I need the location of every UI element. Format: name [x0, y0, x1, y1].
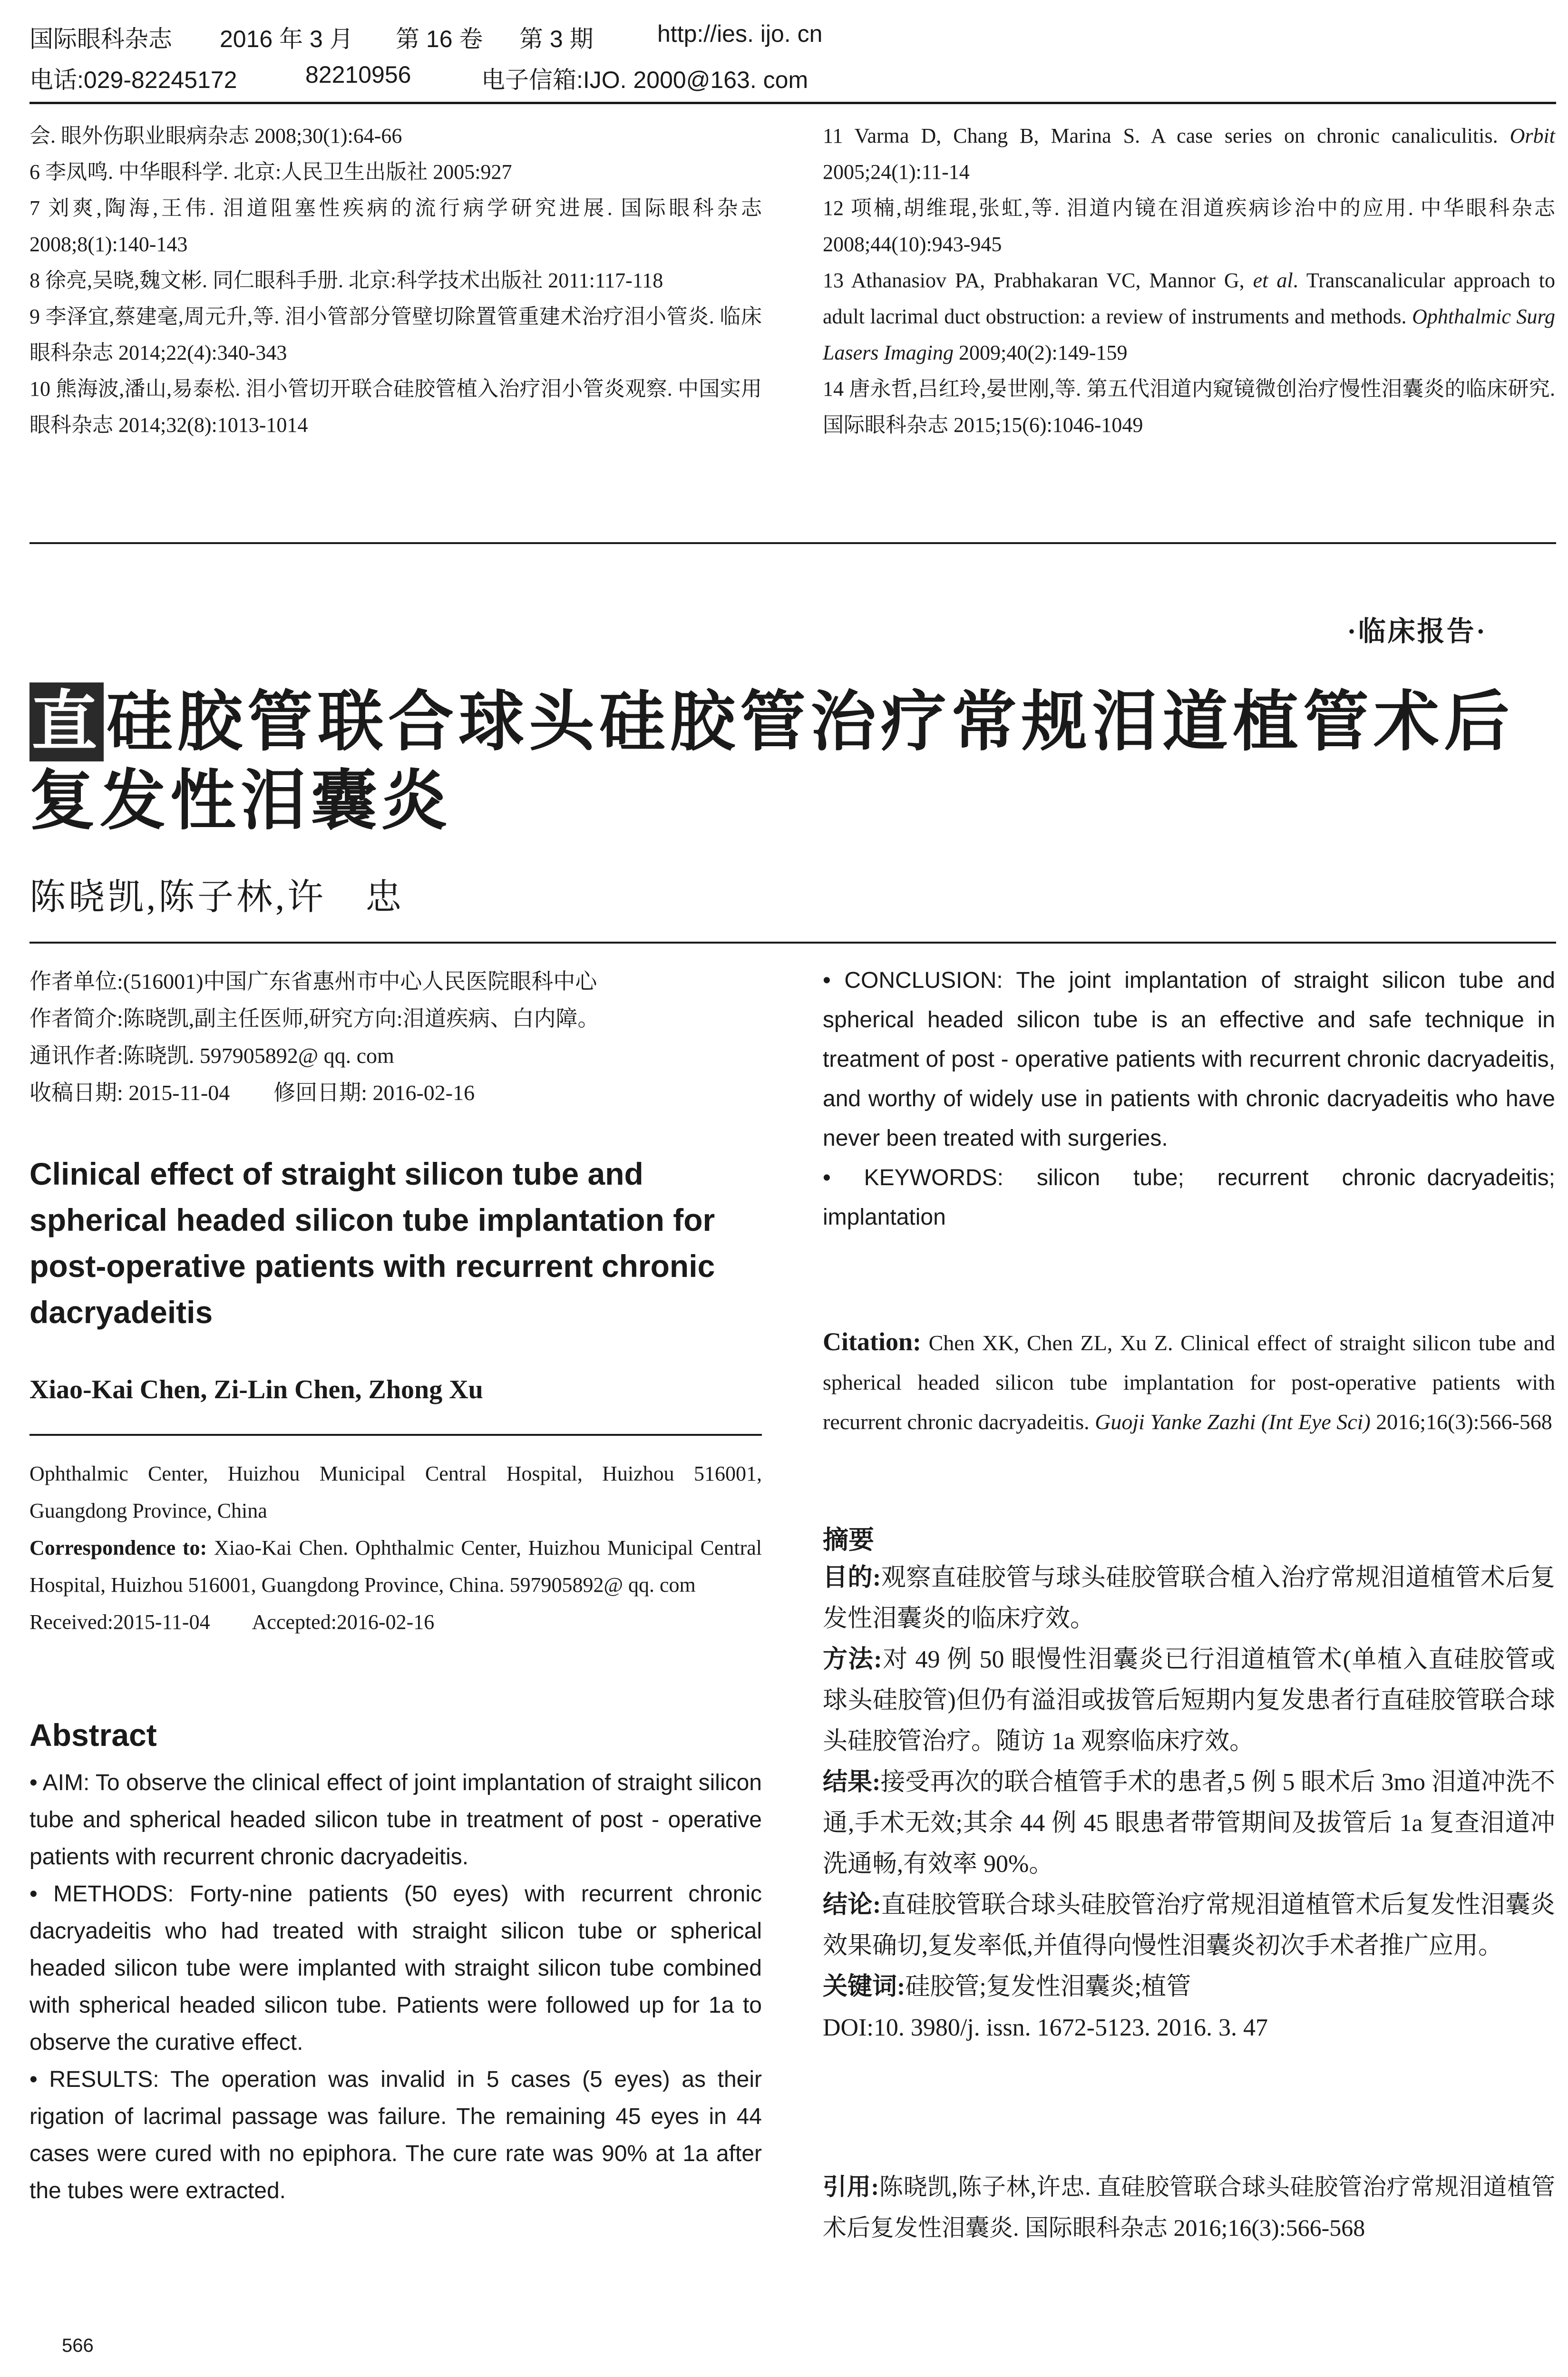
reference-item: 会. 眼外伤职业眼病杂志 2008;30(1):64-66 — [29, 124, 402, 147]
zy-keywords: 关键词:硅胶管;复发性泪囊炎;植管 — [823, 1973, 1191, 2000]
section-tag: ·临床报告· — [1347, 616, 1487, 647]
abstract-cn-heading: 摘要 — [823, 1526, 874, 1554]
authors-cn: 陈晓凯,陈子林,许 忠 — [29, 877, 404, 917]
abstract-cn-body — [823, 1558, 1555, 2048]
dates: 收稿日期: 2015-11-04 修回日期: 2016-02-16 — [29, 1081, 475, 1105]
citation-en: Citation: Chen XK, Chen ZL, Xu Z. Clinical effect of straight silicon tube and spherical headed silicon tube implantation for post-operative patients with recurrent chronic dacryadeitis. Guoji Yanke Zazhi (Int Eye Sci) 2016;16(3):566-568 — [823, 1327, 1555, 1434]
abstract-continued — [823, 961, 1555, 1237]
corresponding-author: 通讯作者:陈晓凯. 597905892@ qq. com — [29, 1043, 394, 1068]
header-rule — [29, 102, 1556, 104]
title-text: 硅胶管联合球头硅胶管治疗常规泪道植管术后复发性泪囊炎 — [29, 683, 1515, 839]
reference-item: 14 唐永哲,吕红玲,晏世刚,等. 第五代泪道内窥镜微创治疗慢性泪囊炎的临床研究. 国际眼科杂志 2015;15(6):1046-1049 — [823, 377, 1555, 437]
reference-item: 10 熊海波,潘山,易泰松. 泪小管切开联合硅胶管植入治疗泪小管炎观察. 中国实用眼科杂志 2014;32(8):1013-1014 — [29, 377, 762, 437]
journal-name: 国际眼科杂志 — [29, 26, 172, 52]
reference-item: 13 Athanasiov PA, Prabhakaran VC, Mannor G, et al. Transcanalicular approach to adult lacrimal duct obstruction: a review of instruments and methods. Ophthalmic Surg Lasers Imaging 2009;40(2):149-159 — [823, 269, 1555, 364]
abstract-aim: • AIM: To observe the clinical effect of joint implantation of straight silicon tube and spherical headed silicon tube in treatment of post - operative patients with recurrent chronic dacryadeitis. — [29, 1770, 762, 1870]
abstract-methods: • METHODS: Forty-nine patients (50 eyes) with recurrent chronic dacryadeitis who had treated with straight silicon tube or spherical headed silicon tube were implanted with straight silicon tube combined with spherical headed silicon tube. Patients were followed up for 1a to observe the curative effect. — [29, 1881, 762, 2055]
issue-date: 2016 年 3 月 — [220, 26, 353, 52]
issue: 第 3 期 — [519, 26, 594, 52]
email[interactable]: 电子信箱:IJO. 2000@163. com — [481, 67, 808, 93]
page-number: 566 — [62, 2335, 94, 2356]
affiliation-en: Ophthalmic Center, Huizhou Municipal Central Hospital, Huizhou 516001, Guangdong Province, China — [29, 1462, 762, 1522]
english-title: Clinical effect of straight silicon tube and spherical headed silicon tube implantation for post-operative patients with recurrent chronic dacryadeitis — [29, 1156, 715, 1330]
reference-item: 9 李泽宜,蔡建毫,周元升,等. 泪小管部分管壁切除置管重建术治疗泪小管炎. 临床眼科杂志 2014;22(4):340-343 — [29, 305, 762, 364]
phone: 电话:029-82245172 — [29, 67, 237, 93]
reference-item: 8 徐亮,吴晓,魏文彬. 同仁眼科手册. 北京:科学技术出版社 2011:117-118 — [29, 269, 663, 292]
reference-item: 7 刘爽,陶海,王伟. 泪道阻塞性疾病的流行病学研究进展. 国际眼科杂志 2008;8(1):140-143 — [29, 196, 762, 256]
zy-results: 结果:接受再次的联合植管手术的患者,5 例 5 眼术后 3mo 泪道冲洗不通,手术无效;其余 44 例 45 眼患者带管期间及拔管后 1a 复查泪道冲洗通畅,有效率 90%。 — [823, 1769, 1555, 1878]
doi[interactable]: DOI:10. 3980/j. issn. 1672-5123. 2016. 3. 47 — [823, 2014, 1268, 2041]
volume: 第 16 卷 — [396, 26, 483, 52]
zy-methods: 方法:对 49 例 50 眼慢性泪囊炎已行泪道植管术(单植入直硅胶管或球头硅胶管)但仍有溢泪或拔管后短期内复发患者行直硅胶管联合球头硅胶管治疗。随访 1a 观察临床疗效。 — [823, 1646, 1555, 1755]
zy-objective: 目的:观察直硅胶管与球头硅胶管联合植入治疗常规泪道植管术后复发性泪囊炎的临床疗效。 — [823, 1564, 1555, 1632]
author-rule — [29, 942, 1556, 944]
abstract-heading: Abstract — [29, 1717, 157, 1753]
citation-cn: 引用:陈晓凯,陈子林,许忠. 直硅胶管联合球头硅胶管治疗常规泪道植管术后复发性泪囊炎. 国际眼科杂志 2016;16(3):566-568 — [823, 2173, 1555, 2241]
abstract-results: • RESULTS: The operation was invalid in 5 cases (5 eyes) as their rigation of lacrimal passage was failure. The remaining 45 eyes in 44 cases were cured with no epiphora. The cure rate was 90% at 1a after the tubes were extracted. — [29, 2067, 762, 2203]
journal-url[interactable]: http://ies. ijo. cn — [657, 20, 823, 47]
received-accepted: Received:2015-11-04 Accepted:2016-02-16 — [29, 1610, 435, 1634]
author-info — [29, 963, 762, 1111]
reference-item: 6 李凤鸣. 中华眼科学. 北京:人民卫生出版社 2005:927 — [29, 160, 512, 184]
article-title — [29, 682, 1556, 840]
reference-item: 11 Varma D, Chang B, Marina S. A case series on chronic canaliculitis. Orbit 2005;24(1):11-14 — [823, 124, 1555, 184]
affiliation-cn: 作者单位:(516001)中国广东省惠州市中心人民医院眼科中心 — [29, 969, 597, 994]
abstract-body — [29, 1764, 762, 2210]
author-underline — [29, 1434, 762, 1436]
references-left — [29, 118, 762, 443]
phone-2: 82210956 — [305, 61, 411, 88]
references-right — [823, 118, 1555, 443]
keywords-en: • KEYWORDS: silicon tube; recurrent chronic dacryadeitis; implantation — [823, 1165, 1555, 1230]
correspondence: Correspondence to: Xiao-Kai Chen. Ophthalmic Center, Huizhou Municipal Central Hospital, Huizhou 516001, Guangdong Province, China. 597905892@ qq. com — [29, 1536, 762, 1597]
english-authors: Xiao-Kai Chen, Zi-Lin Chen, Zhong Xu — [29, 1375, 483, 1404]
zy-conclusion: 结论:直硅胶管联合球头硅胶管治疗常规泪道植管术后复发性泪囊炎效果确切,复发率低,并值得向慢性泪囊炎初次手术者推广应用。 — [823, 1891, 1555, 1959]
section-rule — [29, 542, 1556, 544]
reference-item: 12 项楠,胡维琨,张虹,等. 泪道内镜在泪道疾病诊治中的应用. 中华眼科杂志 2008;44(10):943-945 — [823, 196, 1555, 256]
title-initial: 直 — [29, 682, 104, 761]
english-affiliation — [29, 1455, 762, 1641]
abstract-conclusion: • CONCLUSION: The joint implantation of straight silicon tube and spherical headed silicon tube is an effective and safe technique in treatment of post - operative patients with recurrent chronic dacryadeitis, and worthy of widely use in patients with chronic dacryadeitis who have never been treated with surgeries. — [823, 968, 1555, 1151]
author-bio: 作者简介:陈晓凯,副主任医师,研究方向:泪道疾病、白内障。 — [29, 1006, 600, 1031]
